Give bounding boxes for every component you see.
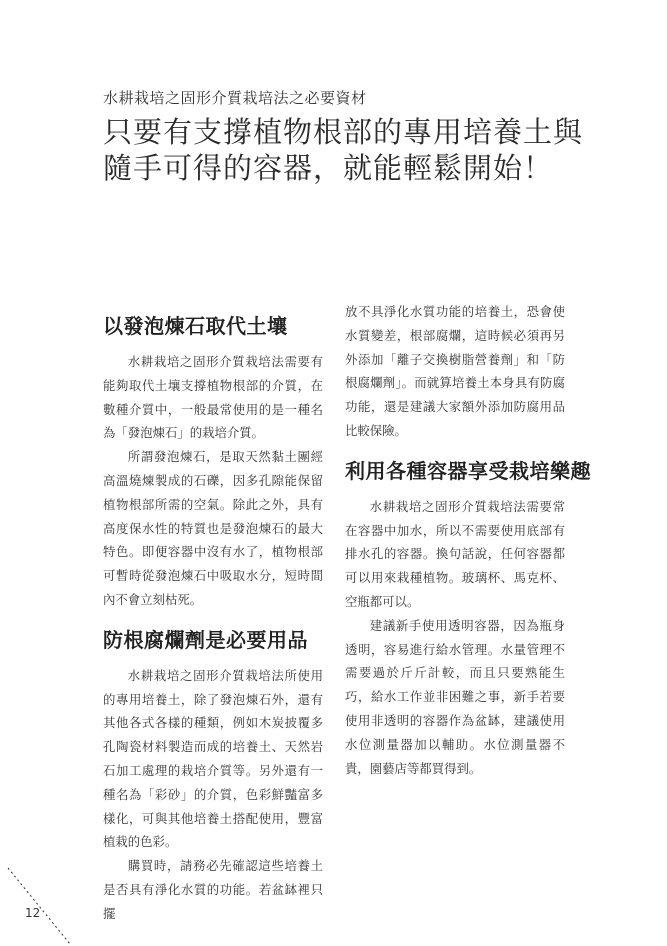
section-title-root-rot-agent: 防根腐爛劑是必要用品 — [103, 627, 308, 652]
section-kicker: 水耕栽培之固形介質栽培法之必要資材 — [103, 89, 367, 107]
headline-line-1: 只要有支撐植物根部的專用培養土與 — [103, 115, 584, 149]
paragraph: 水耕栽培之固形介質栽培法需要有能夠取代土壤支撐植物根部的介質，在數種介質中，一般最常使用的是一種名為「發泡煉石」的栽培介質。 — [103, 354, 323, 441]
paragraph: 建議新手使用透明容器，因為瓶身透明，容易進行給水管理。水量管理不需要過於斤斤計較，而且只要熟能生巧，給水工作並非困難之事，新手若要使用非透明的容器作為盆缽，建議使用水位測量器加以輔助。水位測量器不貴，園藝店等都買得到。 — [345, 617, 565, 776]
paragraph: 所謂發泡煉石，是取天然黏土團經高溫燒煉製成的石礫，因多孔隙能保留植物根部所需的空氣。除此之外，具有高度保水性的特質也是發泡煉石的最大特色。即便容器中沒有水了，植物根部可暫時從發泡煉石中吸取水分，短時間內不會立刻枯死。 — [103, 449, 323, 607]
paragraph: 水耕栽培之固形介質栽培法需要常在容器中加水，所以不需要使用底部有排水孔的容器。換句話說，任何容器都可以用來栽種植物。玻璃杯、馬克杯、空瓶都可以。 — [345, 498, 565, 609]
section-title-clay-pebbles: 以發泡煉石取代土壤 — [103, 314, 288, 338]
headline-line-2: 隨手可得的容器，就能輕鬆開始！ — [103, 151, 554, 185]
paragraph: 水耕栽培之固形介質栽培法所使用的專用培養土，除了發泡煉石外，還有其他各式各樣的種類，例如木炭披覆多孔陶瓷材料製造而成的培養土、天然岩石加工處理的栽培介質等。另外還有一種名為「彩砂」的介質，色彩鮮豔富多樣化，可與其他培養土搭配使用，豐富植栽的色彩。 — [103, 667, 323, 850]
paragraph-continuation: 放不具淨化水質功能的培養土，恐會使水質變差，根部腐爛，這時候必須再另外添加「離子交換樹脂營養劑」和「防根腐爛劑」。而就算培養土本身具有防腐功能，還是建議大家額外添加防腐用品比較保險。 — [345, 304, 565, 438]
paragraph: 購買時，請務必先確認這些培養土是否具有淨化水質的功能。若盆缽裡只擺 — [103, 858, 323, 921]
section-title-containers: 利用各種容器享受栽培樂趣 — [345, 458, 591, 483]
page-headline — [103, 114, 623, 186]
left-column — [103, 312, 323, 926]
right-column — [345, 300, 591, 780]
page-number: 12 — [25, 906, 41, 920]
